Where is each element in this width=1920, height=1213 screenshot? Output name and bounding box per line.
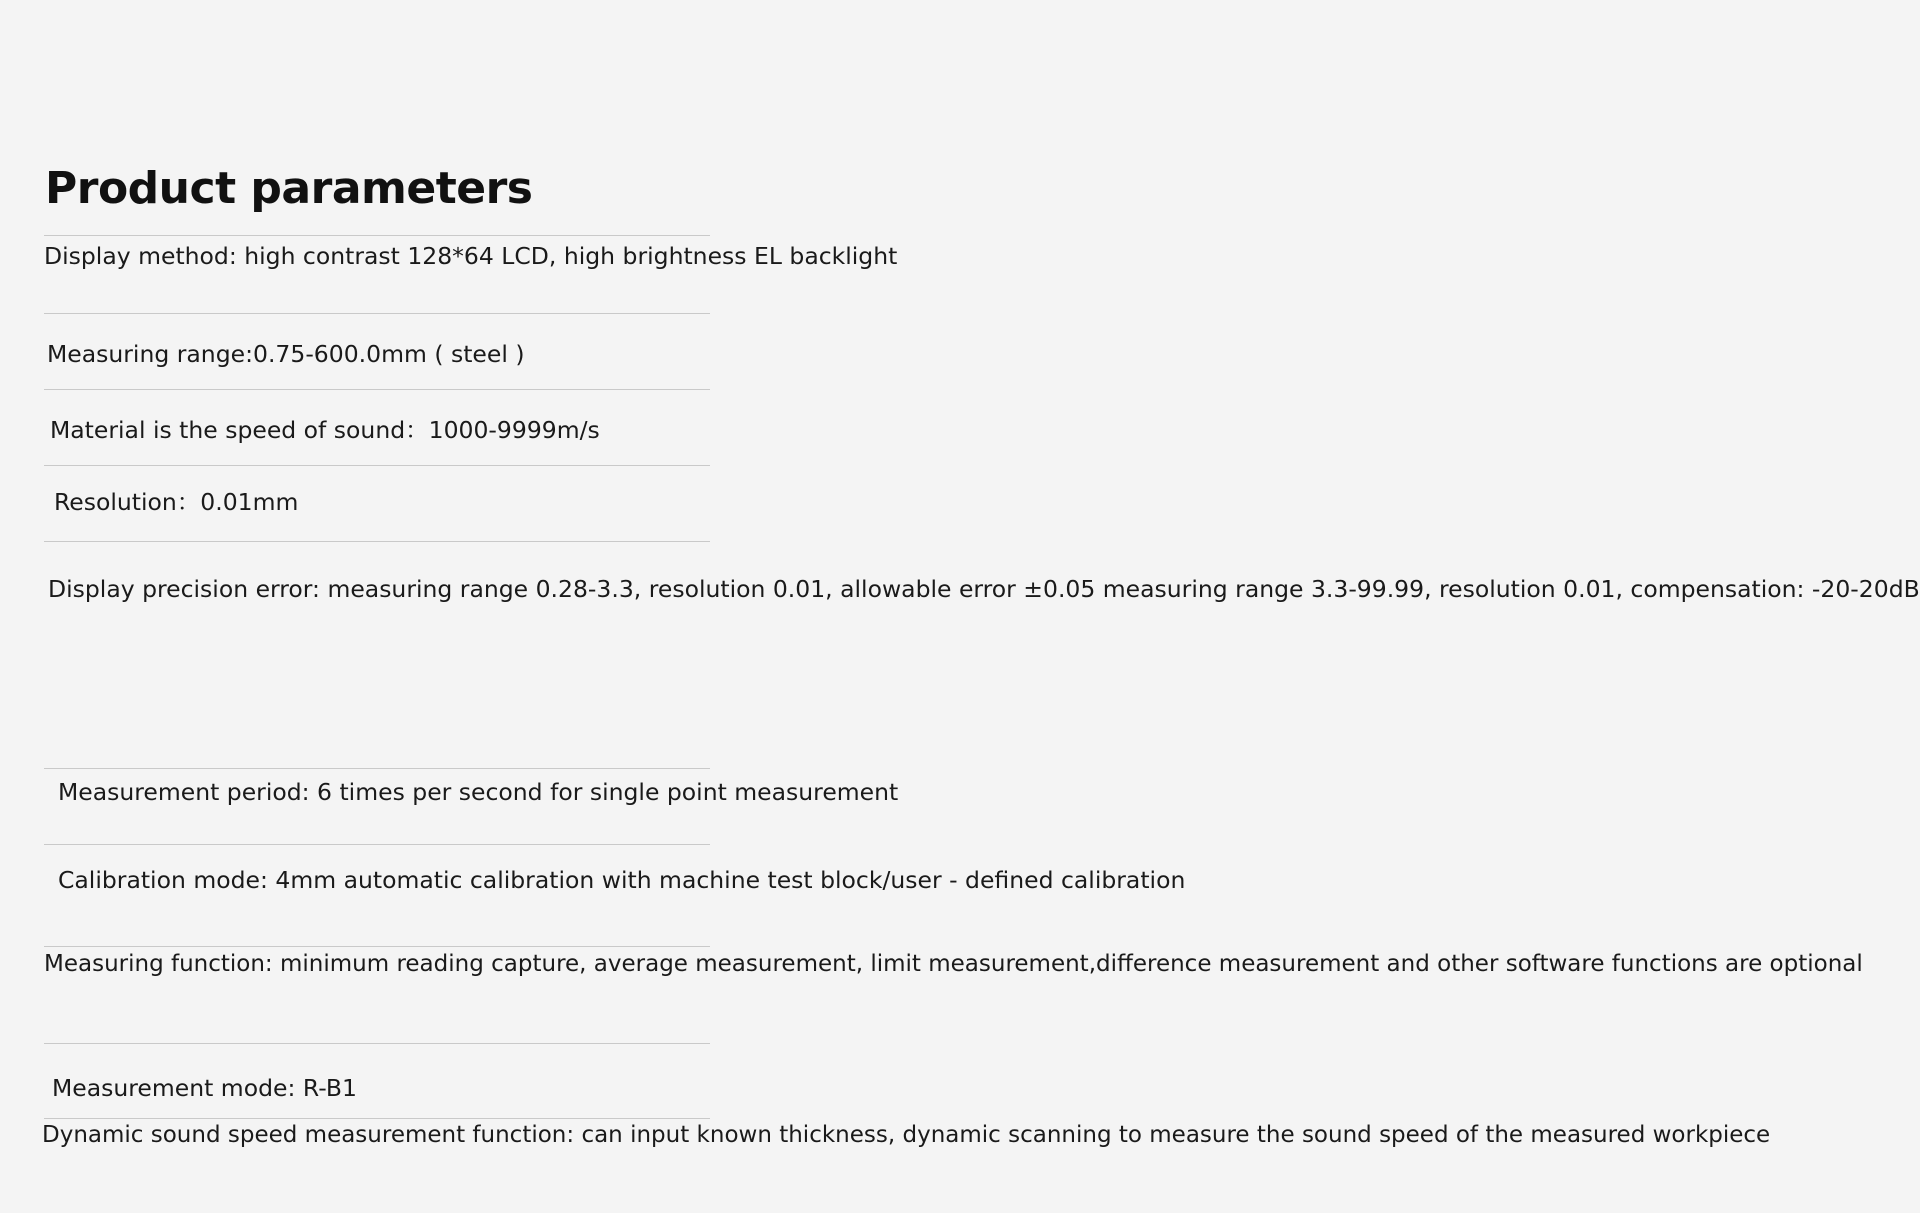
- divider: [44, 541, 710, 542]
- divider: [44, 465, 710, 466]
- divider: [44, 235, 710, 236]
- divider: [44, 844, 710, 845]
- param-calibration-mode: Calibration mode: 4mm automatic calibration with machine test block/user - defined calibration: [58, 866, 1186, 894]
- divider: [44, 768, 710, 769]
- param-sound-speed: Material is the speed of sound：1000-9999m/s: [50, 416, 600, 444]
- param-display-method: Display method: high contrast 128*64 LCD, high brightness EL backlight: [44, 242, 898, 270]
- param-precision-error: Display precision error: measuring range 0.28-3.3, resolution 0.01, allowable error ±0.05 measuring range 3.3-99.99, resolution 0.01, compensation: -20-20dB: [48, 575, 1920, 603]
- divider: [44, 1043, 710, 1044]
- divider: [44, 389, 710, 390]
- divider: [44, 313, 710, 314]
- param-dynamic-sound-speed: Dynamic sound speed measurement function: can input known thickness, dynamic scanning to measure the sound speed of the measured workpiece: [42, 1122, 1771, 1148]
- param-measuring-function: Measuring function: minimum reading capture, average measurement, limit measurement,difference measurement and other software functions are optional: [44, 951, 1863, 977]
- param-measurement-mode: Measurement mode: R-B1: [52, 1074, 357, 1102]
- param-measurement-period: Measurement period: 6 times per second for single point measurement: [58, 778, 899, 806]
- param-resolution: Resolution：0.01mm: [54, 488, 299, 516]
- divider: [44, 946, 710, 947]
- page-title: Product parameters: [45, 163, 533, 214]
- param-measuring-range: Measuring range:0.75-600.0mm ( steel ): [47, 340, 525, 368]
